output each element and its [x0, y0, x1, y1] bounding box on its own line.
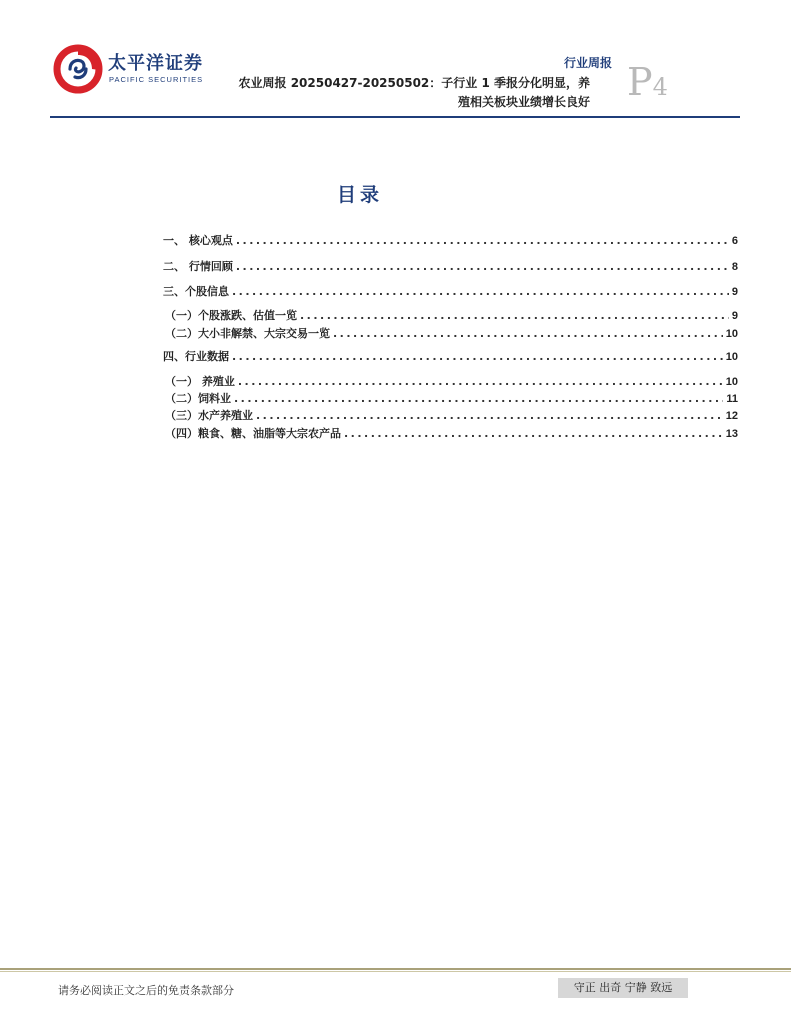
toc-entry-label: （四）粮食、糖、油脂等大宗农产品 [165, 427, 341, 440]
toc-entry-page: 9 [731, 310, 738, 322]
report-type-label: 行业周报 [563, 56, 612, 70]
toc-entry-page: 11 [726, 393, 738, 405]
toc-leader-dots [232, 285, 729, 298]
toc-leader-dots [236, 260, 729, 273]
toc-entry-page: 12 [725, 410, 738, 422]
page-number [627, 60, 668, 104]
report-title-line-1: 农业周报 20250427-20250502：子行业 1 季报分化明显，养 [238, 76, 590, 90]
toc-entry-label: （二）大小非解禁、大宗交易一览 [165, 327, 330, 340]
toc-entry-label: 四、行业数据 [163, 350, 229, 363]
toc-leader-dots [300, 309, 729, 322]
toc-entry[interactable] [165, 425, 738, 443]
toc-entry-page: 13 [725, 428, 738, 440]
toc-entry-page: 8 [731, 261, 738, 273]
toc-entry-page: 10 [725, 351, 738, 363]
toc-entry-page: 6 [731, 235, 738, 247]
page-number-value: 4 [652, 73, 668, 101]
footer-disclaimer: 请务必阅读正文之后的免责条款部分 [58, 984, 234, 997]
toc-entry[interactable] [165, 373, 738, 391]
toc-entry-label: （一）个股涨跌、估值一览 [165, 309, 297, 322]
toc-leader-dots [344, 427, 723, 440]
pacific-securities-logo-icon [52, 42, 104, 94]
header-divider [50, 116, 740, 118]
toc-entry[interactable] [163, 348, 738, 366]
toc-entry[interactable] [163, 258, 738, 276]
toc-entry[interactable] [163, 283, 738, 301]
toc-leader-dots [234, 392, 723, 405]
toc-entry[interactable] [165, 390, 738, 408]
footer-motto: 守正 出奇 宁静 致远 [558, 978, 688, 998]
toc-entry-label: （三）水产养殖业 [165, 409, 253, 422]
toc-entry-page: 10 [725, 328, 738, 340]
toc-entry[interactable] [163, 232, 738, 250]
toc-leader-dots [232, 350, 723, 363]
report-title [190, 74, 590, 112]
toc-leader-dots [333, 327, 723, 340]
toc-entry-label: 三、个股信息 [163, 285, 229, 298]
toc-entry-label: （二）饲料业 [165, 392, 231, 405]
toc-entry-label: （一） 养殖业 [165, 375, 235, 388]
page-number-prefix: P [627, 60, 653, 104]
toc-leader-dots [238, 375, 723, 388]
toc-entry[interactable] [165, 407, 738, 425]
footer-divider [0, 968, 791, 970]
toc-leader-dots [236, 234, 729, 247]
toc-entry-label: 二、 行情回顾 [163, 260, 233, 273]
toc-entry-page: 10 [725, 376, 738, 388]
company-logo [52, 42, 212, 94]
toc-heading: 目录 [336, 184, 383, 206]
report-title-line-2: 殖相关板块业绩增长良好 [457, 95, 590, 109]
logo-english-name: PACIFIC SECURITIES [109, 75, 204, 84]
toc-entry[interactable] [165, 307, 738, 325]
toc-entry-label: 一、 核心观点 [163, 234, 233, 247]
toc-entry[interactable] [165, 325, 738, 343]
toc-entry-page: 9 [731, 286, 738, 298]
logo-chinese-name: 太平洋证券 [108, 53, 203, 74]
footer-divider-thin [0, 971, 791, 972]
toc-leader-dots [256, 409, 723, 422]
